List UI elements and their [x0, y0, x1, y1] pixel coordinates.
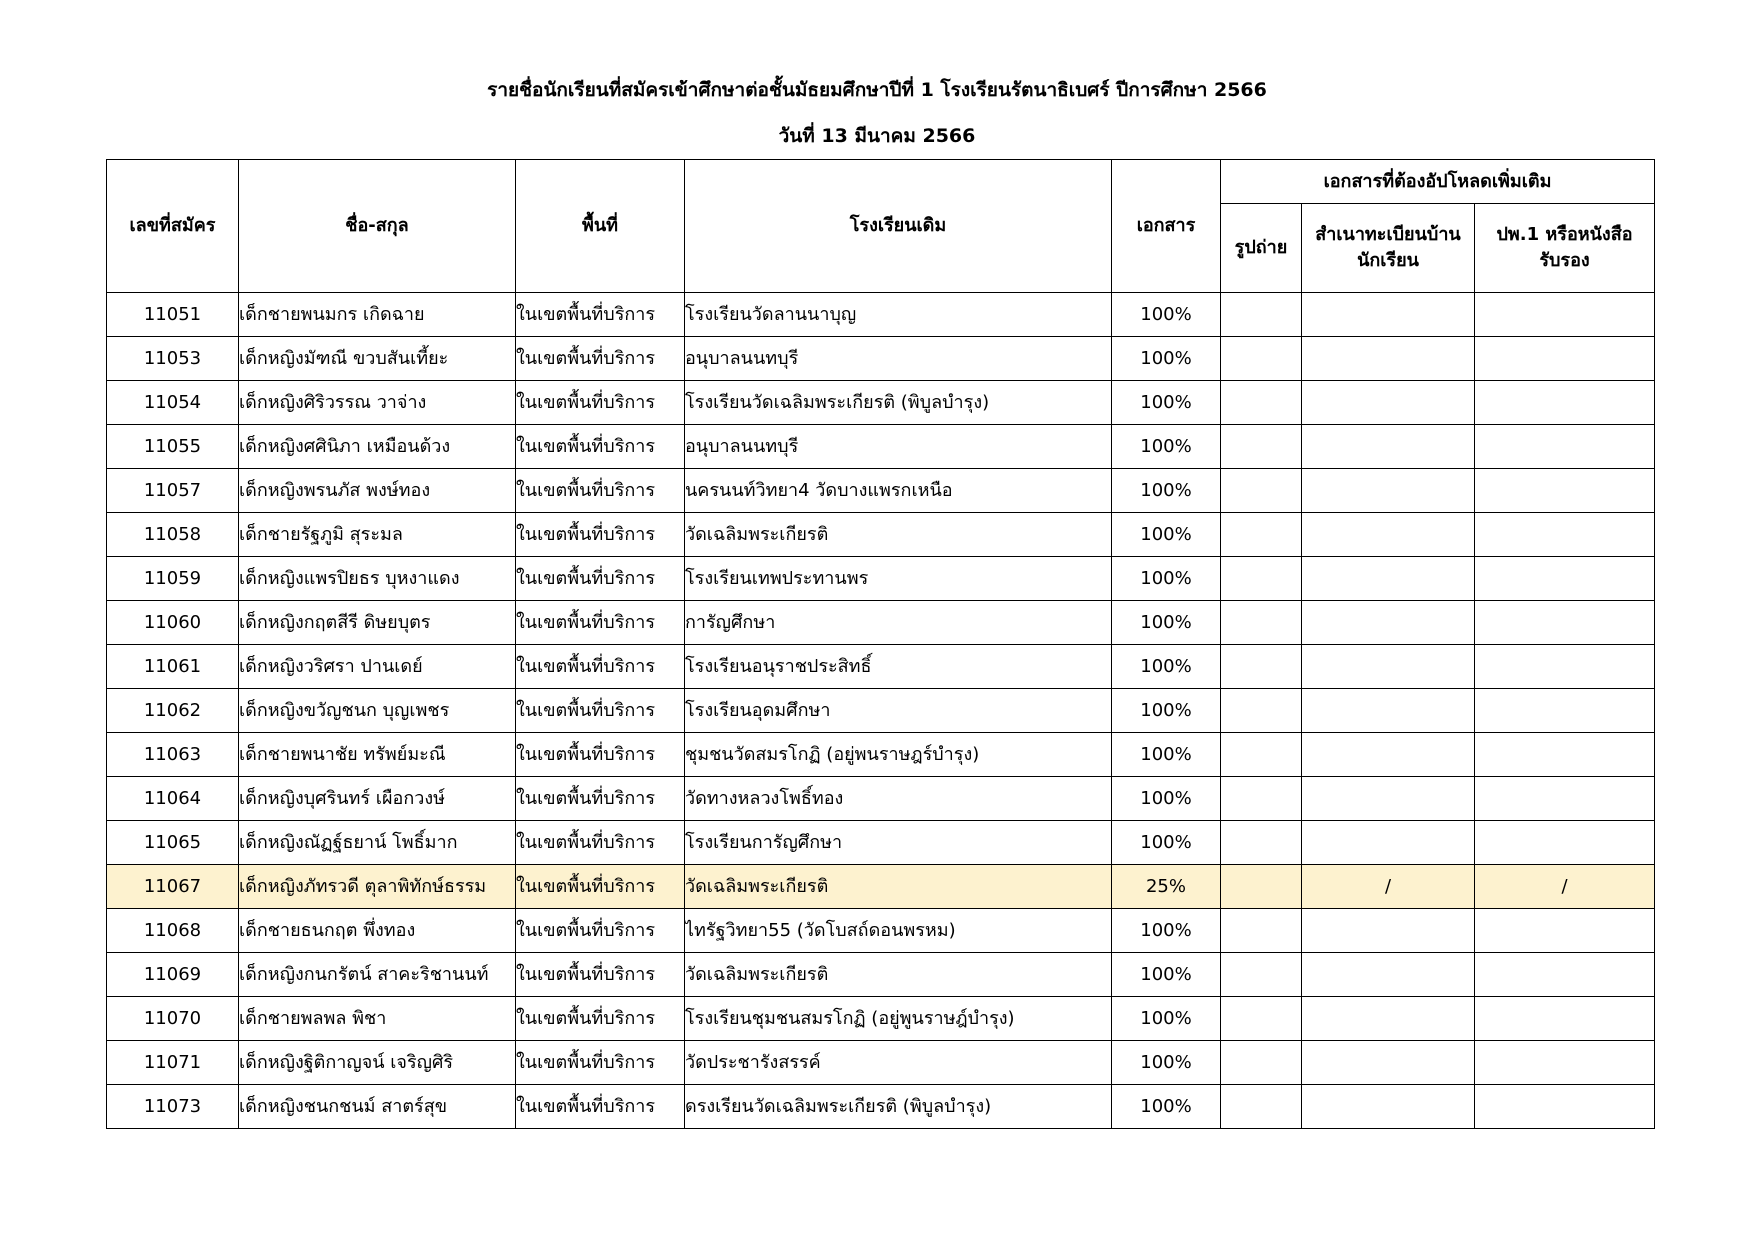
cell-certificate: [1475, 469, 1655, 513]
cell-area: ในเขตพื้นที่บริการ: [516, 469, 685, 513]
cell-photo: [1221, 777, 1302, 821]
cell-photo: [1221, 953, 1302, 997]
cell-docs: 100%: [1112, 1085, 1221, 1129]
col-header-photo: รูปถ่าย: [1221, 204, 1302, 293]
cell-school: โรงเรียนการัญศึกษา: [685, 821, 1112, 865]
cell-photo: [1221, 645, 1302, 689]
cell-app-no: 11058: [107, 513, 239, 557]
cell-photo: [1221, 865, 1302, 909]
cell-photo: [1221, 381, 1302, 425]
table-row: [107, 997, 1655, 1041]
cell-area: ในเขตพื้นที่บริการ: [516, 293, 685, 337]
cell-name: เด็กหญิงขวัญชนก บุญเพชร: [239, 689, 516, 733]
cell-name: เด็กหญิงศศินิภา เหมือนด้วง: [239, 425, 516, 469]
cell-school: ดรงเรียนวัดเฉลิมพระเกียรติ (พิบูลบำรุง): [685, 1085, 1112, 1129]
cell-docs: 100%: [1112, 733, 1221, 777]
col-header-area: พื้นที่: [516, 160, 685, 293]
cell-area: ในเขตพื้นที่บริการ: [516, 425, 685, 469]
table-row: [107, 733, 1655, 777]
cell-area: ในเขตพื้นที่บริการ: [516, 337, 685, 381]
cell-certificate: [1475, 425, 1655, 469]
cell-photo: [1221, 293, 1302, 337]
cell-school: นครนนท์วิทยา4 วัดบางแพรกเหนือ: [685, 469, 1112, 513]
cell-house-reg: [1302, 733, 1475, 777]
cell-area: ในเขตพื้นที่บริการ: [516, 733, 685, 777]
cell-app-no: 11055: [107, 425, 239, 469]
cell-app-no: 11071: [107, 1041, 239, 1085]
cell-docs: 100%: [1112, 469, 1221, 513]
cell-area: ในเขตพื้นที่บริการ: [516, 1085, 685, 1129]
table-header: [107, 160, 1655, 293]
col-header-school: โรงเรียนเดิม: [685, 160, 1112, 293]
cell-school: วัดทางหลวงโพธิ์ทอง: [685, 777, 1112, 821]
cell-name: เด็กหญิงแพรปิยธร บุหงาแดง: [239, 557, 516, 601]
table-row: [107, 909, 1655, 953]
cell-certificate: [1475, 777, 1655, 821]
cell-certificate: [1475, 557, 1655, 601]
cell-photo: [1221, 469, 1302, 513]
cell-app-no: 11054: [107, 381, 239, 425]
cell-school: วัดเฉลิมพระเกียรติ: [685, 865, 1112, 909]
cell-photo: [1221, 909, 1302, 953]
cell-school: การัญศึกษา: [685, 601, 1112, 645]
cell-name: เด็กหญิงกนกรัตน์ สาคะริชานนท์: [239, 953, 516, 997]
cell-docs: 100%: [1112, 909, 1221, 953]
table-row: [107, 953, 1655, 997]
col-header-docs: เอกสาร: [1112, 160, 1221, 293]
cell-app-no: 11068: [107, 909, 239, 953]
cell-name: เด็กหญิงฐิติกาญจน์ เจริญศิริ: [239, 1041, 516, 1085]
cell-certificate: /: [1475, 865, 1655, 909]
cell-docs: 100%: [1112, 821, 1221, 865]
cell-app-no: 11063: [107, 733, 239, 777]
cell-app-no: 11064: [107, 777, 239, 821]
cell-name: เด็กชายรัฐภูมิ สุระมล: [239, 513, 516, 557]
table-row: [107, 689, 1655, 733]
col-header-certificate: ปพ.1 หรือหนังสือรับรอง: [1475, 204, 1655, 293]
cell-docs: 100%: [1112, 1041, 1221, 1085]
cell-app-no: 11065: [107, 821, 239, 865]
cell-school: โรงเรียนชุมชนสมรโกฏิ (อยู่พูนราษฎ์บำรุง): [685, 997, 1112, 1041]
cell-app-no: 11059: [107, 557, 239, 601]
table-row: [107, 557, 1655, 601]
cell-app-no: 11057: [107, 469, 239, 513]
cell-area: ในเขตพื้นที่บริการ: [516, 645, 685, 689]
cell-docs: 100%: [1112, 777, 1221, 821]
table-row: [107, 381, 1655, 425]
table-row: [107, 645, 1655, 689]
cell-docs: 25%: [1112, 865, 1221, 909]
col-header-house-reg: สำเนาทะเบียนบ้านนักเรียน: [1302, 204, 1475, 293]
cell-photo: [1221, 601, 1302, 645]
cell-photo: [1221, 997, 1302, 1041]
cell-docs: 100%: [1112, 425, 1221, 469]
cell-name: เด็กหญิงมัฑณี ขวบสันเที้ยะ: [239, 337, 516, 381]
cell-house-reg: [1302, 689, 1475, 733]
cell-area: ในเขตพื้นที่บริการ: [516, 777, 685, 821]
cell-app-no: 11061: [107, 645, 239, 689]
cell-area: ในเขตพื้นที่บริการ: [516, 557, 685, 601]
cell-school: อนุบาลนนทบุรี: [685, 337, 1112, 381]
cell-certificate: [1475, 1085, 1655, 1129]
cell-school: อนุบาลนนทบุรี: [685, 425, 1112, 469]
cell-docs: 100%: [1112, 997, 1221, 1041]
cell-name: เด็กหญิงกฤตสีรี ดิษยบุตร: [239, 601, 516, 645]
cell-area: ในเขตพื้นที่บริการ: [516, 381, 685, 425]
cell-school: วัดเฉลิมพระเกียรติ: [685, 953, 1112, 997]
cell-area: ในเขตพื้นที่บริการ: [516, 865, 685, 909]
cell-photo: [1221, 1085, 1302, 1129]
cell-name: เด็กหญิงศิริวรรณ วาจ่าง: [239, 381, 516, 425]
cell-docs: 100%: [1112, 293, 1221, 337]
cell-house-reg: [1302, 645, 1475, 689]
cell-certificate: [1475, 821, 1655, 865]
cell-certificate: [1475, 601, 1655, 645]
applicant-table: [106, 159, 1655, 1129]
cell-photo: [1221, 425, 1302, 469]
cell-docs: 100%: [1112, 953, 1221, 997]
table-row: [107, 337, 1655, 381]
cell-certificate: [1475, 293, 1655, 337]
cell-name: เด็กหญิงภัทรวดี ตุลาพิทักษ์ธรรม: [239, 865, 516, 909]
cell-house-reg: [1302, 997, 1475, 1041]
cell-name: เด็กชายพนมกร เกิดฉาย: [239, 293, 516, 337]
table-row: [107, 821, 1655, 865]
cell-certificate: [1475, 513, 1655, 557]
cell-certificate: [1475, 953, 1655, 997]
cell-app-no: 11070: [107, 997, 239, 1041]
cell-app-no: 11073: [107, 1085, 239, 1129]
cell-photo: [1221, 557, 1302, 601]
cell-photo: [1221, 337, 1302, 381]
cell-photo: [1221, 733, 1302, 777]
table-row: [107, 293, 1655, 337]
cell-school: ไทรัฐวิทยา55 (วัดโบสถ์ดอนพรหม): [685, 909, 1112, 953]
col-header-name: ชื่อ-สกุล: [239, 160, 516, 293]
cell-house-reg: [1302, 821, 1475, 865]
cell-school: โรงเรียนวัดเฉลิมพระเกียรติ (พิบูลบำรุง): [685, 381, 1112, 425]
cell-app-no: 11051: [107, 293, 239, 337]
cell-certificate: [1475, 645, 1655, 689]
cell-photo: [1221, 689, 1302, 733]
cell-house-reg: [1302, 425, 1475, 469]
cell-area: ในเขตพื้นที่บริการ: [516, 997, 685, 1041]
cell-certificate: [1475, 381, 1655, 425]
table-row: [107, 469, 1655, 513]
cell-docs: 100%: [1112, 557, 1221, 601]
cell-app-no: 11060: [107, 601, 239, 645]
document-title: รายชื่อนักเรียนที่สมัครเข้าศึกษาต่อชั้นมัธยมศึกษาปีที่ 1 โรงเรียนรัตนาธิเบศร์ ปีการศึกษา 2566: [487, 79, 1267, 101]
cell-name: เด็กชายธนกฤต พึ่งทอง: [239, 909, 516, 953]
cell-school: โรงเรียนอุดมศึกษา: [685, 689, 1112, 733]
cell-name: เด็กชายพนาชัย ทรัพย์มะณี: [239, 733, 516, 777]
cell-name: เด็กชายพลพล พิชา: [239, 997, 516, 1041]
cell-house-reg: [1302, 1041, 1475, 1085]
cell-house-reg: [1302, 953, 1475, 997]
cell-docs: 100%: [1112, 381, 1221, 425]
cell-area: ในเขตพื้นที่บริการ: [516, 513, 685, 557]
cell-school: ชุมชนวัดสมรโกฏิ (อยู่พนราษฎร์บำรุง): [685, 733, 1112, 777]
cell-docs: 100%: [1112, 337, 1221, 381]
cell-school: วัดประชารังสรรค์: [685, 1041, 1112, 1085]
cell-certificate: [1475, 337, 1655, 381]
cell-house-reg: [1302, 777, 1475, 821]
cell-house-reg: [1302, 909, 1475, 953]
cell-certificate: [1475, 909, 1655, 953]
cell-school: วัดเฉลิมพระเกียรติ: [685, 513, 1112, 557]
cell-certificate: [1475, 733, 1655, 777]
cell-area: ในเขตพื้นที่บริการ: [516, 689, 685, 733]
cell-docs: 100%: [1112, 689, 1221, 733]
cell-area: ในเขตพื้นที่บริการ: [516, 601, 685, 645]
cell-photo: [1221, 821, 1302, 865]
cell-school: โรงเรียนวัดลานนาบุญ: [685, 293, 1112, 337]
header-row-top: [107, 160, 1655, 204]
cell-app-no: 11067: [107, 865, 239, 909]
cell-house-reg: [1302, 469, 1475, 513]
cell-area: ในเขตพื้นที่บริการ: [516, 909, 685, 953]
cell-photo: [1221, 1041, 1302, 1085]
cell-docs: 100%: [1112, 601, 1221, 645]
cell-area: ในเขตพื้นที่บริการ: [516, 1041, 685, 1085]
cell-name: เด็กหญิงพรนภัส พงษ์ทอง: [239, 469, 516, 513]
document-date: วันที่ 13 มีนาคม 2566: [778, 125, 976, 147]
cell-name: เด็กหญิงบุศรินทร์ เผือกวงษ์: [239, 777, 516, 821]
cell-app-no: 11053: [107, 337, 239, 381]
cell-name: เด็กหญิงวริศรา ปานเดย์: [239, 645, 516, 689]
cell-school: โรงเรียนอนุราชประสิทธิ์: [685, 645, 1112, 689]
table-row: [107, 425, 1655, 469]
table-row: [107, 601, 1655, 645]
cell-school: โรงเรียนเทพประทานพร: [685, 557, 1112, 601]
cell-house-reg: [1302, 1085, 1475, 1129]
cell-docs: 100%: [1112, 645, 1221, 689]
table-row: [107, 513, 1655, 557]
cell-name: เด็กหญิงณัฏฐ์ธยาน์ โพธิ์มาก: [239, 821, 516, 865]
cell-house-reg: /: [1302, 865, 1475, 909]
cell-house-reg: [1302, 381, 1475, 425]
cell-certificate: [1475, 997, 1655, 1041]
cell-photo: [1221, 513, 1302, 557]
table-row: [107, 865, 1655, 909]
cell-area: ในเขตพื้นที่บริการ: [516, 821, 685, 865]
table-row: [107, 1041, 1655, 1085]
cell-house-reg: [1302, 557, 1475, 601]
table-body: [107, 293, 1655, 1129]
cell-app-no: 11062: [107, 689, 239, 733]
cell-certificate: [1475, 689, 1655, 733]
cell-house-reg: [1302, 337, 1475, 381]
cell-house-reg: [1302, 293, 1475, 337]
cell-house-reg: [1302, 601, 1475, 645]
table-row: [107, 1085, 1655, 1129]
cell-app-no: 11069: [107, 953, 239, 997]
cell-certificate: [1475, 1041, 1655, 1085]
table-row: [107, 777, 1655, 821]
cell-name: เด็กหญิงชนกชนม์ สาตร์สุข: [239, 1085, 516, 1129]
cell-docs: 100%: [1112, 513, 1221, 557]
cell-house-reg: [1302, 513, 1475, 557]
col-header-upload-group: เอกสารที่ต้องอัปโหลดเพิ่มเติม: [1221, 160, 1655, 204]
cell-area: ในเขตพื้นที่บริการ: [516, 953, 685, 997]
col-header-app-no: เลขที่สมัคร: [107, 160, 239, 293]
